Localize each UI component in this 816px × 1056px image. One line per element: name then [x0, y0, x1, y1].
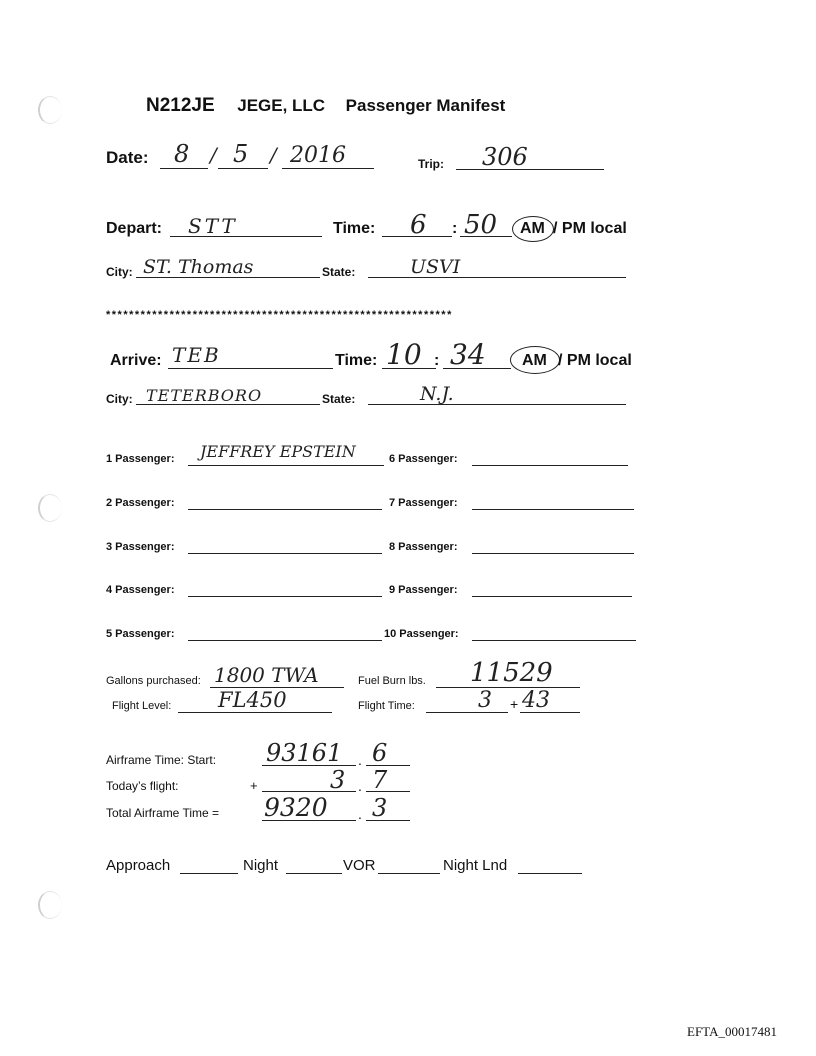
passenger-6-line — [472, 465, 628, 466]
passenger-4-label: 4 Passenger: — [106, 584, 175, 596]
depart-pm-local: / PM local — [553, 220, 627, 237]
arrive-label: Arrive: — [110, 352, 162, 369]
todays-flight-whole: 3 — [330, 766, 346, 794]
binder-hole-middle — [38, 494, 62, 522]
passenger-9-label: 9 Passenger: — [389, 584, 458, 596]
flight-hours-line — [426, 712, 508, 713]
passenger-2-label: 2 Passenger: — [106, 497, 175, 509]
gallons-label: Gallons purchased: — [106, 675, 201, 687]
passenger-5-label: 5 Passenger: — [106, 628, 175, 640]
depart-label: Depart: — [106, 220, 163, 237]
total-airframe-whole: 9320 — [264, 793, 328, 822]
depart-state-line — [368, 277, 626, 278]
passenger-8-line — [472, 553, 634, 554]
date-sep-1: / — [210, 143, 217, 167]
todays-flight-plus: + — [250, 778, 258, 793]
arrive-pm-local: / PM local — [558, 352, 632, 369]
fuel-burn-value: 11529 — [470, 658, 553, 688]
document-title: Passenger Manifest — [345, 96, 506, 115]
date-month-line — [160, 168, 208, 169]
arrive-city: TETERBORO — [146, 386, 263, 405]
flight-level-label: Flight Level: — [112, 700, 172, 712]
passenger-2-line — [188, 509, 382, 510]
date-sep-2: / — [270, 143, 277, 167]
header-title — [146, 95, 505, 117]
arrive-hour: 10 — [386, 338, 422, 371]
depart-state-label: State: — [322, 265, 356, 279]
section-divider: ************************************************************ — [106, 309, 453, 321]
flight-minutes: 43 — [522, 688, 550, 713]
passenger-8-label: 8 Passenger: — [389, 541, 458, 553]
passenger-10-label: 10 Passenger: — [384, 628, 459, 640]
date-year: 2016 — [290, 143, 346, 168]
passenger-10-line — [472, 640, 636, 641]
arrive-city-label: City: — [106, 392, 133, 406]
document-id: EFTA_00017481 — [687, 1024, 777, 1039]
flight-level-line — [178, 712, 332, 713]
passenger-1-value: JEFFREY EPSTEIN — [200, 442, 356, 461]
total-airframe-label: Total Airframe Time = — [106, 806, 220, 820]
airframe-start-label: Airframe Time: Start: — [106, 753, 217, 767]
flight-hours: 3 — [478, 688, 492, 713]
vor-line — [378, 873, 440, 874]
depart-value: STT — [188, 214, 238, 238]
night-landing-line — [518, 873, 582, 874]
todays-flight-tenth: 7 — [372, 766, 388, 794]
depart-am: AM — [520, 220, 545, 237]
gallons-value: 1800 TWA — [214, 663, 319, 687]
date-day: 5 — [233, 140, 249, 168]
depart-state: USVI — [410, 256, 461, 278]
date-label: Date: — [106, 148, 149, 167]
flight-time-plus: + — [510, 696, 519, 712]
flight-time-label: Flight Time: — [358, 700, 415, 712]
passenger-1-label: 1 Passenger: — [106, 453, 175, 465]
trip-label: Trip: — [418, 157, 444, 171]
night-line — [286, 873, 342, 874]
arrive-line — [168, 368, 333, 369]
airframe-start-whole: 93161 — [266, 739, 343, 767]
passenger-6-label: 6 Passenger: — [389, 453, 458, 465]
arrive-state-line — [368, 404, 626, 405]
todays-flight-label: Today’s flight: — [106, 779, 179, 793]
todays-flight-dot: . — [358, 778, 362, 794]
passenger-9-line — [472, 596, 632, 597]
passenger-5-line — [188, 640, 382, 641]
depart-time-label: Time: — [333, 220, 376, 237]
passenger-1-line — [188, 465, 384, 466]
approach-line — [180, 873, 238, 874]
depart-city: ST. Thomas — [143, 256, 254, 278]
date-day-line — [218, 168, 268, 169]
binder-hole-bottom — [38, 891, 62, 919]
tail-number: N212JE — [146, 95, 215, 116]
trip-line — [456, 169, 604, 170]
flight-level-value: FL450 — [218, 688, 287, 712]
passenger-3-label: 3 Passenger: — [106, 541, 175, 553]
passenger-4-line — [188, 596, 382, 597]
depart-hour: 6 — [410, 210, 427, 240]
depart-minute: 50 — [464, 210, 498, 240]
arrive-time-label: Time: — [335, 352, 378, 369]
night-label: Night — [243, 857, 279, 874]
fuel-burn-label: Fuel Burn lbs. — [358, 675, 426, 687]
arrive-state: N.J. — [420, 383, 454, 405]
passenger-7-line — [472, 509, 634, 510]
airframe-start-tenth: 6 — [372, 739, 388, 767]
depart-time-colon: : — [452, 220, 458, 237]
arrive-state-label: State: — [322, 392, 356, 406]
passenger-3-line — [188, 553, 382, 554]
company-name: JEGE, LLC — [237, 96, 326, 115]
arrive-value: TEB — [172, 343, 221, 367]
date-year-line — [282, 168, 374, 169]
total-airframe-tenth: 3 — [372, 794, 388, 822]
airframe-start-dot: . — [358, 752, 362, 768]
arrive-time-colon: : — [434, 352, 440, 369]
trip-value: 306 — [482, 143, 528, 171]
depart-city-label: City: — [106, 265, 133, 279]
passenger-7-label: 7 Passenger: — [389, 497, 458, 509]
approach-label: Approach — [106, 857, 171, 874]
arrive-am: AM — [522, 352, 547, 369]
arrive-minute: 34 — [450, 338, 486, 371]
vor-label: VOR — [343, 857, 376, 874]
binder-hole-top — [38, 96, 62, 124]
date-month: 8 — [174, 140, 190, 168]
total-airframe-dot: . — [358, 806, 362, 822]
night-landing-label: Night Lnd — [443, 857, 508, 874]
